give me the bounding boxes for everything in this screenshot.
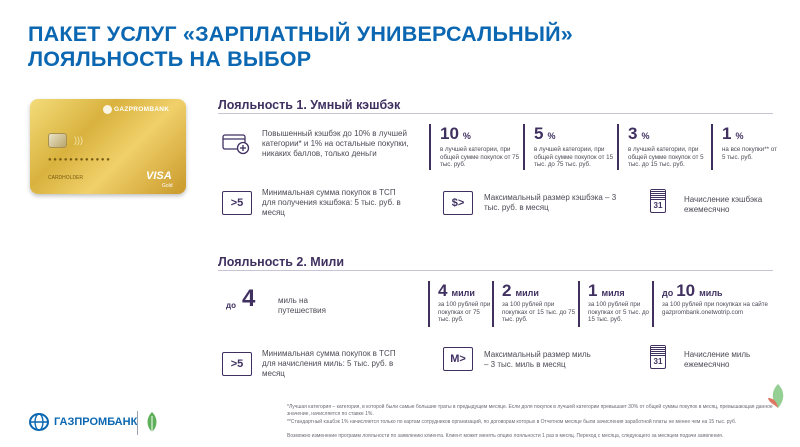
- cashback-tier-2: [534, 125, 555, 145]
- cashback-tier-3: [628, 125, 649, 145]
- calendar-icon: [650, 345, 666, 369]
- bank-logo-icon: [103, 105, 112, 114]
- tier-unit: миля: [601, 288, 625, 298]
- contactless-icon: ))): [74, 135, 83, 145]
- loyalty1-divider: [218, 113, 773, 114]
- loyalty1-min-text: Минимальная сумма покупок в ТСП для получения кэшбэка: 5 тыс. руб. в месяц: [262, 188, 401, 217]
- tier-value: 2: [502, 281, 512, 300]
- tier-unit: мили: [451, 288, 475, 298]
- miles-tier-1-desc: за 100 рублей при покупках от 75 тыс. руб.: [438, 301, 491, 324]
- miles-big-desc: миль на путешествия: [278, 296, 326, 315]
- loyalty2-title: Лояльность 2. Мили: [218, 255, 345, 269]
- cashback-tier-1-desc: в лучшей категории, при общей сумме покупок от 75 тыс. руб.: [440, 146, 520, 169]
- miles-big-number: 4: [242, 285, 256, 312]
- tier-unit: миль: [699, 288, 723, 298]
- tier-unit: %: [641, 131, 650, 141]
- calendar-day: 31: [653, 201, 663, 210]
- tier-divider: [429, 124, 431, 170]
- miles-tier-4: [662, 282, 723, 302]
- cashback-tier-4-desc: на все покупки** от 5 тыс. руб.: [722, 146, 777, 161]
- loyalty1-title: Лояльность 1. Умный кэшбэк: [218, 98, 401, 112]
- max-cashback-icon: $>: [443, 191, 473, 215]
- gazprombank-logo-icon: [28, 412, 50, 432]
- footnote-3: Возможно изменение программ лояльности по заявлению клиента. Клиент может менять опцию лояльности 1 раз в месяц. Переход с месяца, следующего за месяцем подачи заявления.: [287, 433, 724, 439]
- tier-divider: [617, 124, 619, 170]
- tier-unit: %: [735, 131, 744, 141]
- tier-divider: [492, 281, 494, 327]
- card-holder: CARDHOLDER: [48, 175, 84, 181]
- miles-tier-2: [502, 282, 539, 302]
- tier-divider: [711, 124, 713, 170]
- tier-value: 1: [722, 124, 732, 143]
- min-purchase-icon: >5: [222, 352, 252, 376]
- tier-value: 10: [676, 281, 696, 300]
- logo-divider: [137, 411, 138, 435]
- tier-value: 10: [440, 124, 459, 143]
- tier-divider: [523, 124, 525, 170]
- chip-icon: [48, 133, 67, 148]
- page-title-line2: ЛОЯЛЬНОСТЬ НА ВЫБОР: [28, 47, 312, 71]
- miles-tier-3-desc: за 100 рублей при покупках от 5 тыс. до 15 тыс. руб.: [588, 301, 649, 324]
- miles-tier-1: [438, 282, 475, 302]
- cashback-tier-1: [440, 125, 471, 145]
- loyalty2-min-text: Минимальная сумма покупок в ТСП для начисления миль: 5 тыс. руб. в месяц: [262, 349, 396, 378]
- tier-divider: [428, 281, 430, 327]
- visa-logo: VISA: [146, 170, 172, 182]
- miles-tier-4-desc: за 100 рублей при покупках на сайте gazprombank.onetwotrip.com: [662, 301, 768, 316]
- loyalty1-desc: Повышенный кэшбэк до 10% в лучшей категории* и 1% на остальные покупки, никаких баллов, только деньги: [262, 129, 409, 158]
- calendar-icon: [650, 189, 666, 213]
- watermark-leaf-icon: [768, 382, 788, 410]
- gold-card-image: [30, 99, 186, 194]
- leaf-logo-icon: [144, 410, 160, 434]
- miles-prefix: до: [226, 301, 236, 310]
- tier-unit: %: [462, 131, 471, 141]
- loyalty2-divider: [218, 270, 773, 271]
- cashback-tier-2-desc: в лучшей категории, при общей сумме покупок от 15 тыс. до 75 тыс. руб.: [534, 146, 614, 169]
- loyalty1-accrual: Начисление кэшбэка ежемесячно: [684, 195, 763, 214]
- max-miles-icon: M>: [443, 347, 473, 371]
- page-title-line1: ПАКЕТ УСЛУГ «ЗАРПЛАТНЫЙ УНИВЕРСАЛЬНЫЙ»: [28, 22, 573, 46]
- card-cashback-icon: [222, 131, 250, 155]
- tier-value: 4: [438, 281, 448, 300]
- cashback-tier-3-desc: в лучшей категории, при общей сумме покупок от 5 тыс. до 15 тыс. руб.: [628, 146, 704, 169]
- tier-divider: [652, 281, 654, 327]
- footnote-1: *Лучшая категория – категория, в которой были самые большие траты в предыдущем месяце. Если доля покупок в лучшей категории превышает 30% от общей суммы покупок в месяц, превышающая данное значение, начисляется по ставке 1%.: [287, 404, 773, 417]
- tier-value: 5: [534, 124, 544, 143]
- loyalty1-max-text: Максимальный размер кэшбэка – 3 тыс. руб. в месяц: [484, 193, 617, 212]
- card-number: ● ● ● ● ● ● ● ● ● ● ● ●: [48, 157, 110, 163]
- cashback-tier-4: [722, 125, 743, 145]
- tier-unit: мили: [515, 288, 539, 298]
- min-purchase-icon: >5: [222, 191, 252, 215]
- tier-divider: [578, 281, 580, 327]
- gazprombank-logo-text: ГАЗПРОМБАНК: [54, 416, 138, 428]
- card-bank-name: GAZPROMBANK: [114, 106, 170, 113]
- card-tier: Gold: [162, 183, 173, 189]
- loyalty2-accrual: Начисление миль ежемесячно: [684, 350, 751, 369]
- tier-value: 3: [628, 124, 638, 143]
- miles-tier-2-desc: за 100 рублей при покупках от 15 тыс. до 75 тыс. руб.: [502, 301, 576, 324]
- tier-prefix: до: [662, 288, 674, 298]
- loyalty2-max-text: Максимальный размер миль – 3 тыс. миль в месяц: [484, 350, 591, 369]
- tier-unit: %: [547, 131, 556, 141]
- tier-value: 1: [588, 281, 598, 300]
- calendar-day: 31: [653, 357, 663, 366]
- footnote-2: **Стандартный кэшбэк 1% начисляется только по картам сотрудников организаций, по договорам которых в Отчетном месяце были зачисления заработной платы не менее чем на 15 тыс. руб.: [287, 419, 737, 425]
- miles-tier-3: [588, 282, 625, 302]
